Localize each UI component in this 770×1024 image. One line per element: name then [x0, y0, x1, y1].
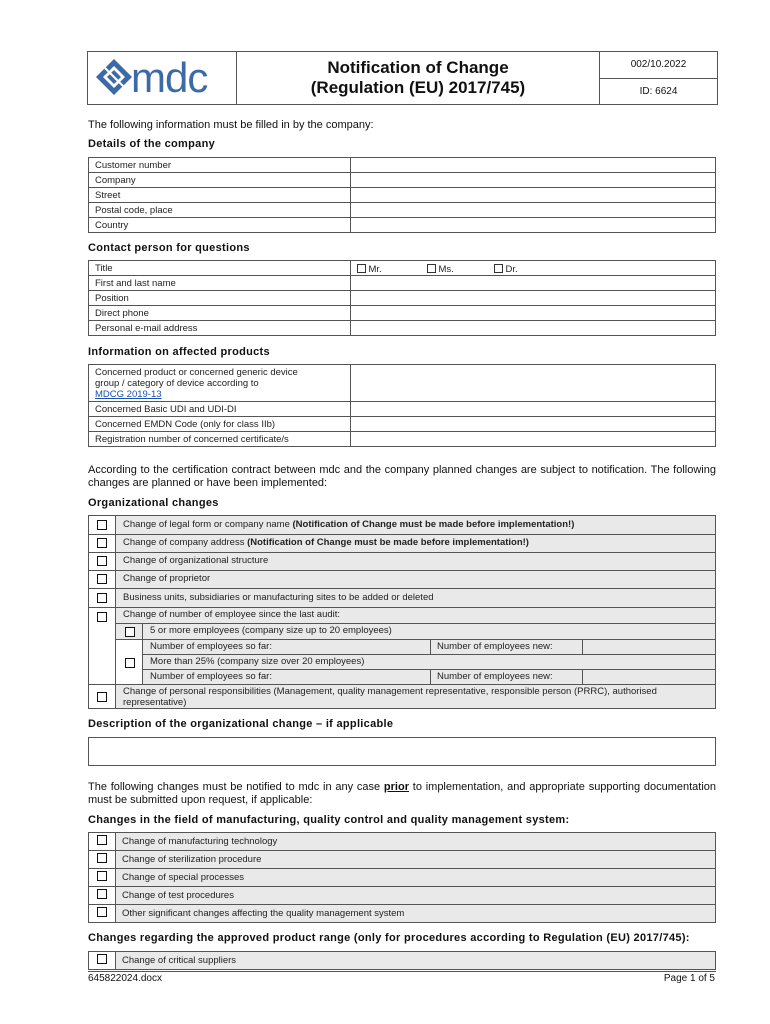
field-label: Direct phone	[89, 306, 351, 321]
certificate-field[interactable]	[351, 432, 716, 447]
name-field[interactable]	[351, 276, 716, 291]
emp-option1-checkbox[interactable]	[125, 627, 135, 637]
title-option-mr[interactable]: Mr.	[357, 264, 382, 275]
title-options	[351, 261, 716, 276]
checkbox-icon	[357, 264, 366, 273]
critical-suppliers-checkbox[interactable]	[97, 954, 107, 964]
checkbox-icon	[427, 264, 436, 273]
address-checkbox[interactable]	[97, 538, 107, 548]
qms-changes-label: Other significant changes affecting the quality management system	[116, 905, 716, 923]
country-field[interactable]	[351, 218, 716, 233]
employees-checkbox[interactable]	[97, 612, 107, 622]
manufacturing-tech-checkbox[interactable]	[97, 835, 107, 845]
sites-checkbox[interactable]	[97, 593, 107, 603]
logo-text: mdc	[131, 54, 208, 101]
structure-label: Change of organizational structure	[123, 555, 269, 566]
special-processes-checkbox[interactable]	[97, 871, 107, 881]
emp-new-label: Number of employees new:	[437, 671, 553, 682]
field-label: Postal code, place	[89, 203, 351, 218]
emp-so-far-label: Number of employees so far:	[150, 641, 272, 652]
prior-paragraph: The following changes must be notified to mdc in any case prior to implementation, and appropriate supporting documentation must be submitted upon request, if applicable:	[88, 781, 716, 806]
contact-heading: Contact person for questions	[88, 242, 250, 254]
customer-number-field[interactable]	[351, 158, 716, 173]
title-option-dr[interactable]: Dr.	[494, 264, 518, 275]
emp-option2-checkbox[interactable]	[125, 658, 135, 668]
organizational-table	[88, 515, 716, 709]
title-option-ms[interactable]: Ms.	[427, 264, 454, 275]
qms-changes-checkbox[interactable]	[97, 907, 107, 917]
udi-field[interactable]	[351, 402, 716, 417]
meta-cell	[600, 52, 717, 104]
field-label: Concerned EMDN Code (only for class IIb)	[89, 417, 351, 432]
proprietor-label: Change of proprietor	[123, 573, 211, 584]
product-range-heading: Changes regarding the approved product range (only for procedures according to Regulation (EU) 2017/745):	[88, 932, 690, 944]
certification-paragraph: According to the certification contract between mdc and the company planned changes are subject to notification. The following changes are planned or have been implemented:	[88, 464, 716, 489]
footer-divider	[88, 971, 716, 972]
checkbox-icon	[494, 264, 503, 273]
emdn-field[interactable]	[351, 417, 716, 432]
organizational-heading: Organizational changes	[88, 497, 219, 509]
company-table	[88, 157, 716, 233]
document-title: Notification of Change	[327, 58, 509, 77]
test-procedures-label: Change of test procedures	[116, 887, 716, 905]
field-label: Personal e-mail address	[89, 321, 351, 336]
doc-id: ID: 6624	[639, 86, 678, 97]
footer-page-number: Page 1 of 5	[663, 973, 715, 984]
sterilization-label: Change of sterilization procedure	[116, 851, 716, 869]
logo-cell	[88, 52, 237, 104]
field-label: Country	[89, 218, 351, 233]
title-cell	[237, 52, 600, 104]
field-label: Company	[89, 173, 351, 188]
emp-so-far-label: Number of employees so far:	[150, 671, 272, 682]
products-heading: Information on affected products	[88, 346, 270, 358]
company-heading: Details of the company	[88, 138, 216, 150]
street-field[interactable]	[351, 188, 716, 203]
position-field[interactable]	[351, 291, 716, 306]
critical-suppliers-label: Change of critical suppliers	[116, 952, 716, 970]
test-procedures-checkbox[interactable]	[97, 889, 107, 899]
document-subtitle: (Regulation (EU) 2017/745)	[310, 78, 526, 97]
product-range-table	[88, 951, 716, 970]
responsibilities-label: Change of personal responsibilities (Management, quality management representative, responsible person (PRRC), authorised representative)	[123, 686, 657, 708]
field-label: Concerned product or concerned generic device group / category of device according to MDCG 2019-13	[89, 365, 351, 402]
special-processes-label: Change of special processes	[116, 869, 716, 887]
field-label: Registration number of concerned certificate/s	[89, 432, 351, 447]
field-label: First and last name	[89, 276, 351, 291]
address-label: Change of company address (Notification of Change must be made before implementation!)	[123, 537, 529, 548]
products-table	[88, 364, 716, 447]
legal-form-label: Change of legal form or company name (Notification of Change must be made before implementation!)	[123, 519, 575, 530]
field-label: Concerned Basic UDI and UDI-DI	[89, 402, 351, 417]
mdc-logo-icon	[95, 58, 133, 96]
doc-number: 002/10.2022	[600, 52, 717, 79]
postal-code-field[interactable]	[351, 203, 716, 218]
field-label: Title	[89, 261, 351, 276]
company-field[interactable]	[351, 173, 716, 188]
product-field[interactable]	[351, 365, 716, 402]
field-label: Customer number	[89, 158, 351, 173]
email-field[interactable]	[351, 321, 716, 336]
sterilization-checkbox[interactable]	[97, 853, 107, 863]
document-header	[87, 51, 718, 105]
emp-option1-label: 5 or more employees (company size up to 20 employees)	[150, 625, 392, 636]
intro-text: The following information must be filled in by the company:	[88, 119, 374, 131]
responsibilities-checkbox[interactable]	[97, 692, 107, 702]
employees-label: Change of number of employee since the last audit:	[123, 609, 341, 620]
emp-new-label: Number of employees new:	[437, 641, 553, 652]
field-label: Position	[89, 291, 351, 306]
description-field[interactable]	[88, 737, 716, 766]
legal-form-checkbox[interactable]	[97, 520, 107, 530]
contact-table	[88, 260, 716, 336]
description-heading: Description of the organizational change – if applicable	[88, 718, 394, 730]
manufacturing-heading: Changes in the field of manufacturing, quality control and quality management system:	[88, 814, 570, 826]
emp-option2-label: More than 25% (company size over 20 employees)	[150, 656, 365, 667]
proprietor-checkbox[interactable]	[97, 574, 107, 584]
field-label: Street	[89, 188, 351, 203]
phone-field[interactable]	[351, 306, 716, 321]
manufacturing-tech-label: Change of manufacturing technology	[116, 833, 716, 851]
sites-label: Business units, subsidiaries or manufacturing sites to be added or deleted	[123, 592, 434, 603]
structure-checkbox[interactable]	[97, 556, 107, 566]
mdcg-link[interactable]: MDCG 2019-13	[95, 388, 162, 400]
manufacturing-table	[88, 832, 716, 923]
footer-filename: 645822024.docx	[88, 973, 162, 984]
